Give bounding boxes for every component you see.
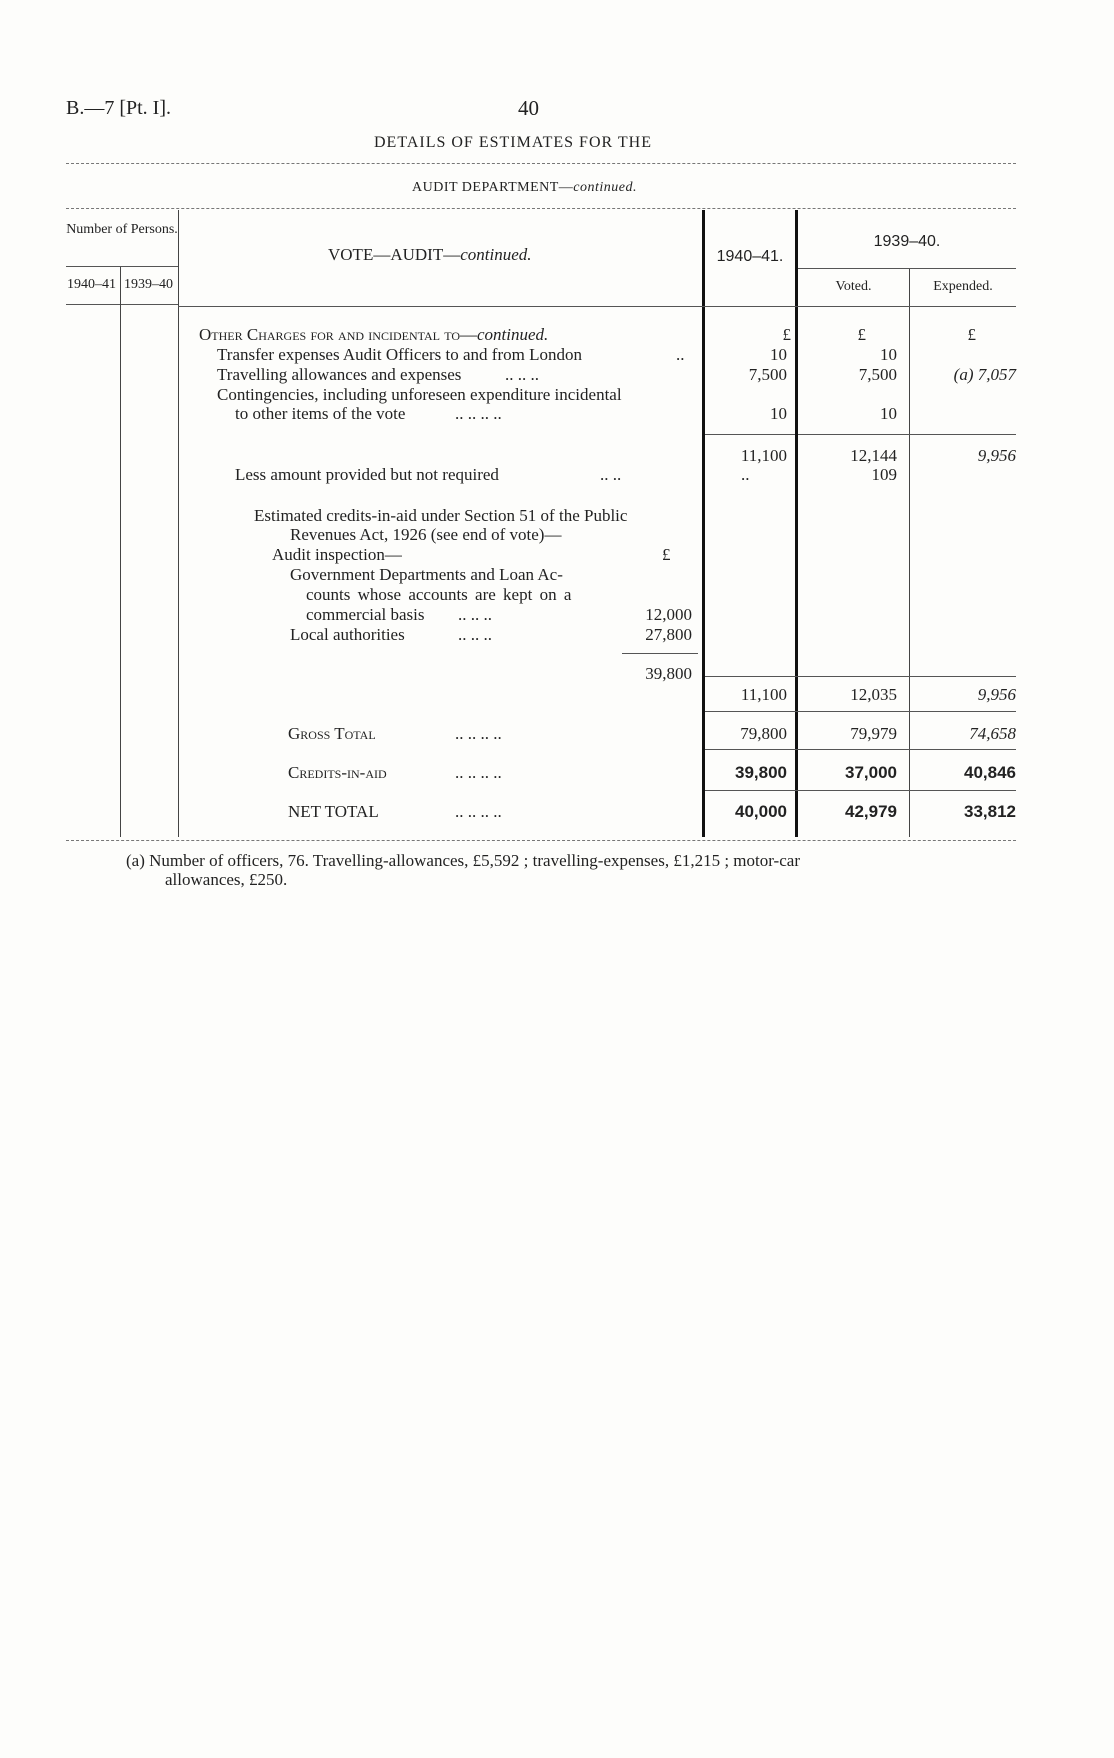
gov-label-2: counts whose accounts are kept on a bbox=[306, 585, 572, 604]
pound-1940-41: £ bbox=[782, 325, 791, 344]
title-rule bbox=[66, 163, 1016, 164]
contingencies-1940-41: 10 bbox=[770, 404, 787, 423]
gross-total-label: Gross Total bbox=[288, 724, 376, 743]
gov-amount: 12,000 bbox=[645, 605, 692, 624]
persons-divider bbox=[120, 267, 121, 837]
less-label: Less amount provided but not required bbox=[235, 465, 499, 484]
transfer-dots: .. bbox=[676, 345, 685, 364]
persons-heading: Number of Persons. bbox=[66, 222, 178, 237]
nettotal-1940-41: 40,000 bbox=[735, 802, 787, 821]
nettotal-rule bbox=[705, 790, 1016, 791]
credits-total: 39,800 bbox=[645, 664, 692, 683]
credits-sum-rule bbox=[622, 653, 698, 654]
page-reference: B.—7 [Pt. I]. bbox=[66, 97, 171, 119]
persons-right-border bbox=[178, 210, 179, 837]
gross-voted: 79,979 bbox=[850, 724, 897, 743]
less-1940-41: .. bbox=[741, 465, 750, 484]
net-voted: 12,035 bbox=[850, 685, 897, 704]
page-number: 40 bbox=[518, 96, 539, 120]
credits-label-2: Revenues Act, 1926 (see end of vote)— bbox=[290, 525, 562, 544]
less-dots: .. .. bbox=[600, 465, 622, 484]
persons-col-1939-40: 1939–40 bbox=[124, 277, 173, 292]
cia-rule bbox=[705, 749, 1016, 750]
travelling-expended: (a) 7,057 bbox=[953, 365, 1016, 384]
contingencies-label-1: Contingencies, including unforeseen expenditure incidental bbox=[217, 385, 622, 404]
table-head-rule bbox=[178, 306, 1016, 307]
contingencies-label-2: to other items of the vote bbox=[235, 404, 406, 423]
travelling-voted: 7,500 bbox=[858, 365, 897, 384]
credits-pound: £ bbox=[662, 545, 671, 564]
voted-heading: Voted. bbox=[835, 279, 872, 294]
gov-label-3: commercial basis bbox=[306, 605, 425, 624]
credits-label-1: Estimated credits-in-aid under Section 51 of the Public bbox=[254, 506, 628, 525]
local-amount: 27,800 bbox=[645, 625, 692, 644]
cia-expended: 40,846 bbox=[964, 763, 1016, 782]
local-dots: .. .. .. bbox=[458, 625, 492, 644]
nettotal-expended: 33,812 bbox=[964, 802, 1016, 821]
contingencies-voted: 10 bbox=[880, 404, 897, 423]
cia-dots: .. .. .. .. bbox=[455, 763, 502, 782]
subtotal-expended: 9,956 bbox=[977, 446, 1016, 465]
vote-heading: VOTE—AUDIT—continued. bbox=[328, 245, 532, 264]
net-rule bbox=[705, 676, 1016, 677]
year-1939-40-rule bbox=[798, 268, 1016, 269]
net-expended: 9,956 bbox=[977, 685, 1016, 704]
pound-voted: £ bbox=[857, 325, 866, 344]
department-heading: AUDIT DEPARTMENT—continued. bbox=[412, 180, 637, 195]
table-top-rule bbox=[66, 208, 1016, 209]
gross-dots: .. .. .. .. bbox=[455, 724, 502, 743]
year-1940-41-heading: 1940–41. bbox=[716, 248, 784, 265]
transfer-1940-41: 10 bbox=[770, 345, 787, 364]
cia-voted: 37,000 bbox=[845, 763, 897, 782]
year-1939-40-heading: 1939–40. bbox=[873, 233, 941, 250]
travelling-label: Travelling allowances and expenses bbox=[217, 365, 462, 384]
footnote-line-1: (a) Number of officers, 76. Travelling-allowances, £5,592 ; travelling-expenses, £1,215 ; motor-car bbox=[126, 851, 800, 870]
page-title: DETAILS OF ESTIMATES FOR THE bbox=[374, 134, 652, 151]
local-label: Local authorities bbox=[290, 625, 405, 644]
nettotal-voted: 42,979 bbox=[845, 802, 897, 821]
audit-inspection-label: Audit inspection— bbox=[272, 545, 402, 564]
transfer-voted: 10 bbox=[880, 345, 897, 364]
gross-rule bbox=[705, 711, 1016, 712]
credits-in-aid-label: Credits-in-aid bbox=[288, 763, 387, 782]
cia-1940-41: 39,800 bbox=[735, 763, 787, 782]
subtotal-rule-1939 bbox=[798, 434, 1016, 435]
gross-1940-41: 79,800 bbox=[740, 724, 787, 743]
col-expended-left-border bbox=[909, 268, 910, 837]
transfer-label: Transfer expenses Audit Officers to and from London bbox=[217, 345, 582, 364]
pound-expended: £ bbox=[967, 325, 976, 344]
gross-expended: 74,658 bbox=[969, 724, 1016, 743]
other-charges-heading: Other Charges for and incidental to—continued. bbox=[199, 325, 549, 344]
gov-dots: .. .. .. bbox=[458, 605, 492, 624]
net-total-label: NET TOTAL bbox=[288, 802, 379, 821]
expended-heading: Expended. bbox=[933, 279, 993, 294]
travelling-1940-41: 7,500 bbox=[748, 365, 787, 384]
footnote-line-2: allowances, £250. bbox=[165, 870, 288, 889]
contingencies-dots: .. .. .. .. bbox=[455, 404, 502, 423]
travelling-dots: .. .. .. bbox=[505, 365, 539, 384]
persons-col-1940-41: 1940–41 bbox=[67, 277, 116, 292]
less-voted: 109 bbox=[871, 465, 897, 484]
persons-rule bbox=[66, 266, 178, 267]
table-bottom-rule bbox=[66, 840, 1016, 841]
net-1940-41: 11,100 bbox=[740, 685, 787, 704]
subtotal-1940-41: 11,100 bbox=[740, 446, 787, 465]
persons-bottom-rule bbox=[66, 304, 178, 305]
gov-label-1: Government Departments and Loan Ac- bbox=[290, 565, 563, 584]
subtotal-rule-1940 bbox=[705, 434, 795, 435]
subtotal-voted: 12,144 bbox=[850, 446, 897, 465]
nettotal-dots: .. .. .. .. bbox=[455, 802, 502, 821]
